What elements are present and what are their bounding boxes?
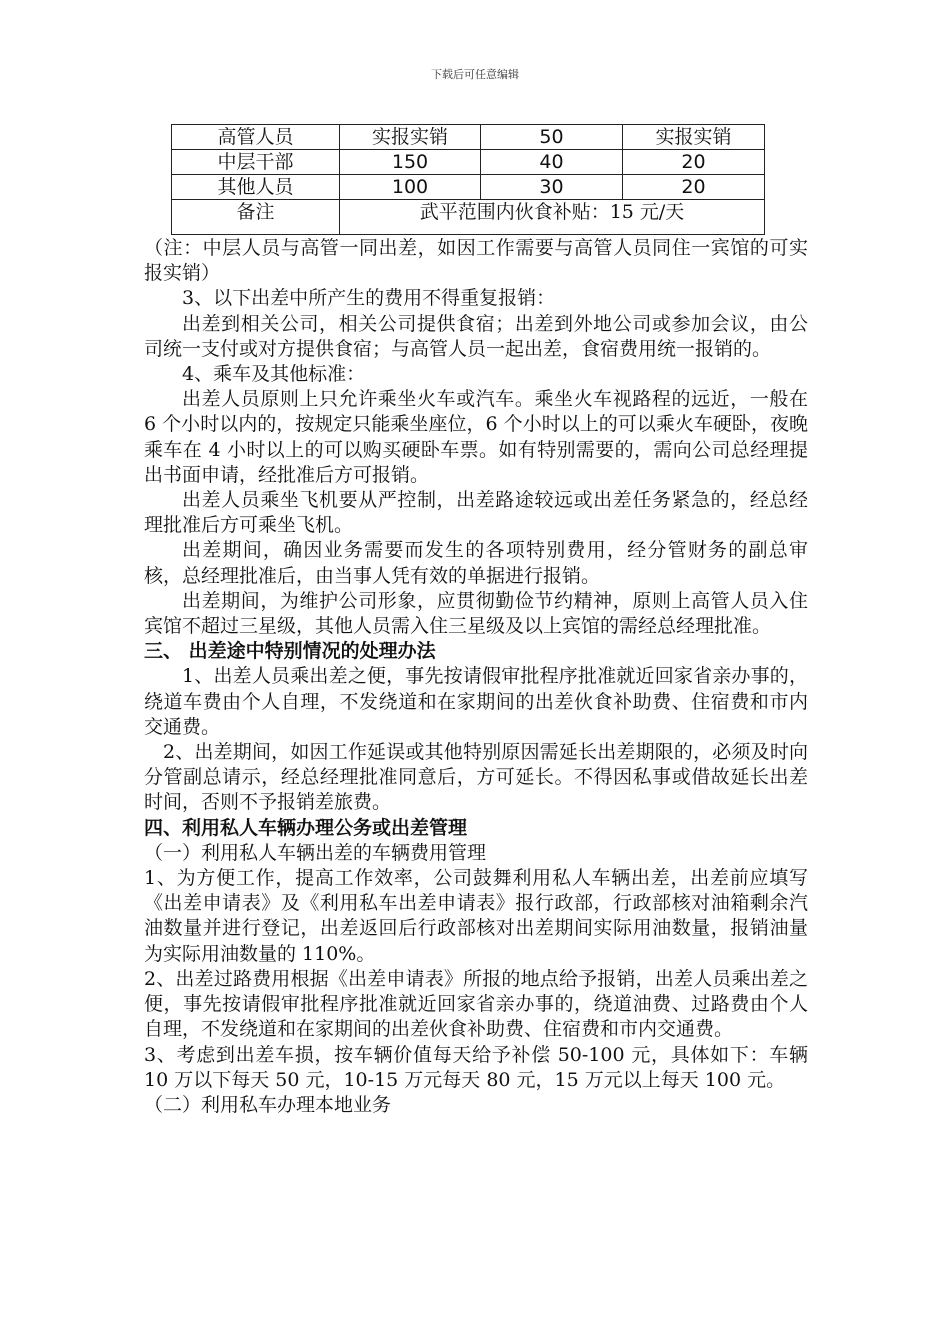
section-heading: 三、 出差途中特别情况的处理办法 [144, 640, 436, 663]
paragraph: 4、乘车及其他标准： [182, 363, 366, 386]
subsection-heading: （二）利用私车办理本地业务 [144, 1093, 392, 1116]
paragraph: 出差期间，确因业务需要而发生的各项特别费用，经分管财务的副总审核，总经理批准后，由当事人凭有效的单据进行报销。 [144, 539, 808, 587]
table-row [172, 150, 765, 175]
paragraph: 出差到相关公司，相关公司提供食宿；出差到外地公司或参加会议，由公司统一支付或对方提供食宿；与高管人员一起出差，食宿费用统一报销的。 [144, 312, 808, 360]
page-header: 下载后可任意编辑 [431, 68, 519, 81]
note-label: 备注 [172, 200, 340, 235]
table-cell: 100 [340, 175, 481, 200]
expense-standard-table [171, 124, 765, 235]
paragraph: 1、为方便工作，提高工作效率，公司鼓舞利用私人车辆出差，出差前应填写《出差申请表》及《利用私车出差申请表》报行政部，行政部核对油箱剩余汽油数量并进行登记，出差返回后行政部核对出差期间实际用油数量，报销油量为实际用油数量的 110%。 [144, 867, 808, 965]
paragraph: 3、以下出差中所产生的费用不得重复报销： [182, 287, 556, 310]
table-cell: 40 [481, 150, 623, 175]
table-row [172, 125, 765, 150]
subsection-heading: （一）利用私人车辆出差的车辆费用管理 [144, 841, 487, 864]
paragraph: 2、出差期间，如因工作延误或其他特别原因需延长出差期限的，必须及时向分管副总请示，经总经理批准同意后，方可延长。不得因私事或借故延长出差时间，否则不予报销差旅费。 [144, 741, 808, 814]
paragraph: 出差人员原则上只允许乘坐火车或汽车。乘坐火车视路程的远近，一般在 6 个小时以内的，按规定只能乘坐座位，6 个小时以上的可以乘火车硬卧，夜晚乘车在 4 小时以上的可以购买硬卧车票。如有特别需要的，需向公司总经理提出书面申请，经批准后方可报销。 [144, 388, 808, 486]
table-cell: 实报实销 [340, 125, 481, 150]
table-cell: 高管人员 [172, 125, 340, 150]
paragraph: 3、考虑到出差车损，按车辆价值每天给予补偿 50-100 元，具体如下：车辆 10 万以下每天 50 元，10-15 万元每天 80 元，15 万元以上每天 100 元。 [144, 1043, 808, 1091]
section-heading: 四、利用私人车辆办理公务或出差管理 [144, 816, 468, 839]
table-row [172, 175, 765, 200]
table-cell: 30 [481, 175, 623, 200]
table-cell: 其他人员 [172, 175, 340, 200]
table-cell: 20 [623, 175, 765, 200]
table-cell: 实报实销 [623, 125, 765, 150]
table-cell: 50 [481, 125, 623, 150]
table-cell: 中层干部 [172, 150, 340, 175]
paragraph: 1、出差人员乘出差之便，事先按请假审批程序批准就近回家省亲办事的，绕道车费由个人自理，不发绕道和在家期间的出差伙食补助费、住宿费和市内交通费。 [144, 665, 808, 738]
table-row-note [172, 200, 765, 235]
paragraph: 出差人员乘坐飞机要从严控制，出差路途较远或出差任务紧急的，经总经理批准后方可乘坐飞机。 [144, 489, 808, 537]
paragraph: （注：中层人员与高管一同出差，如因工作需要与高管人员同住一宾馆的可实报实销） [144, 237, 808, 285]
paragraph: 出差期间，为维护公司形象，应贯彻勤俭节约精神，原则上高管人员入住宾馆不超过三星级，其他人员需入住三星级及以上宾馆的需经总经理批准。 [144, 589, 808, 638]
note-value: 武平范围内伙食补贴：15 元/天 [340, 200, 765, 235]
document-body [144, 236, 808, 1118]
table-cell: 150 [340, 150, 481, 175]
table-cell: 20 [623, 150, 765, 175]
paragraph: 2、出差过路费用根据《出差申请表》所报的地点给予报销，出差人员乘出差之便，事先按请假审批程序批准就近回家省亲办事的，绕道油费、过路费由个人自理，不发绕道和在家期间的出差伙食补助费、住宿费和市内交通费。 [144, 967, 808, 1041]
